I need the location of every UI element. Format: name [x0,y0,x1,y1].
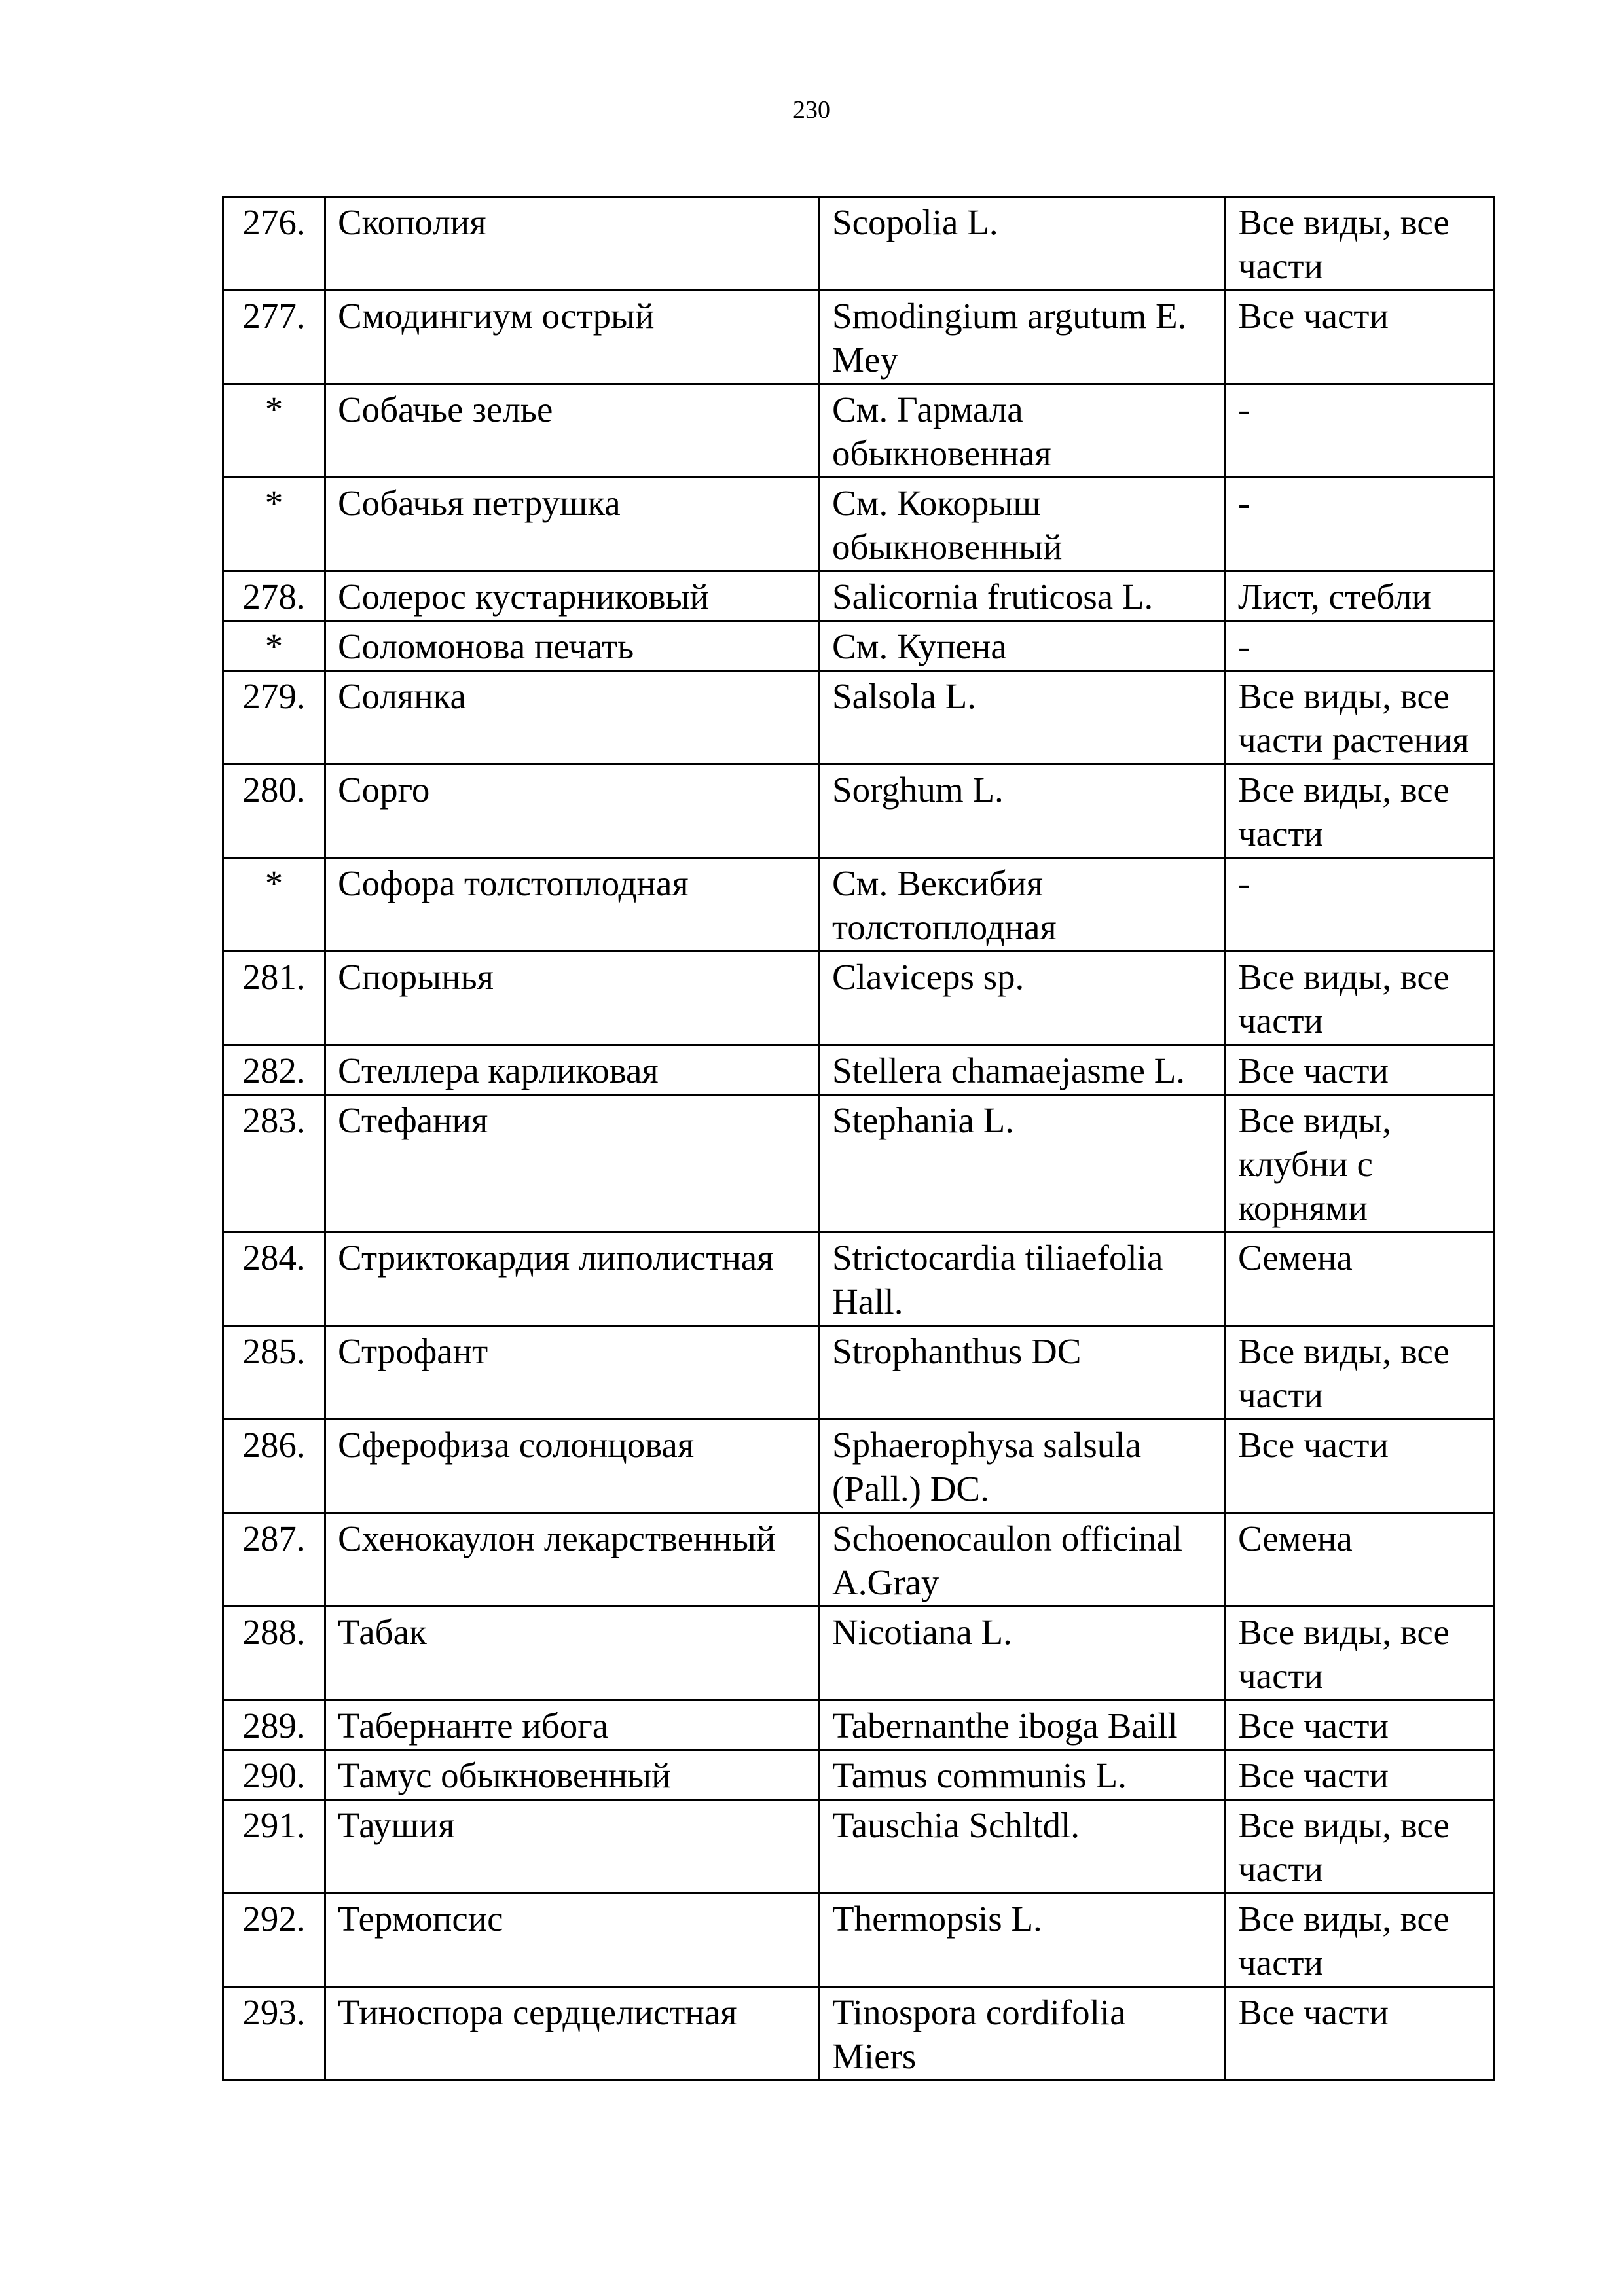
table-row [223,478,1494,571]
table-row [223,1987,1494,2081]
russian-name-cell: Собачья петрушка [325,478,820,571]
plant-table [222,196,1495,2081]
latin-name-cell: Sphaerophysa salsula (Pall.) DC. [820,1420,1226,1513]
latin-name-cell: Strictocardia tiliaefolia Hall. [820,1232,1226,1326]
row-number-cell: * [223,478,325,571]
table-row [223,1095,1494,1232]
plant-part-cell: - [1226,478,1494,571]
russian-name-cell: Стеллера карликовая [325,1045,820,1095]
russian-name-cell: Табак [325,1607,820,1700]
plant-part-cell: Все виды, все части [1226,1326,1494,1420]
plant-part-cell: Все части [1226,291,1494,384]
latin-name-cell: Tauschia Schltdl. [820,1800,1226,1893]
latin-name-cell: Scopolia L. [820,197,1226,291]
russian-name-cell: Тамус обыкновенный [325,1750,820,1800]
plant-part-cell: Все виды, все части [1226,764,1494,858]
row-number-cell: 287. [223,1513,325,1607]
row-number-cell: 281. [223,952,325,1045]
russian-name-cell: Стефания [325,1095,820,1232]
latin-name-cell: Stephania L. [820,1095,1226,1232]
plant-part-cell: - [1226,858,1494,952]
table-row [223,952,1494,1045]
row-number-cell: 288. [223,1607,325,1700]
latin-name-cell: Salicornia fruticosa L. [820,571,1226,621]
plant-part-cell: Все виды, все части растения [1226,671,1494,764]
plant-part-cell: Все виды, все части [1226,952,1494,1045]
row-number-cell: * [223,858,325,952]
row-number-cell: 278. [223,571,325,621]
latin-name-cell: Sorghum L. [820,764,1226,858]
russian-name-cell: Табернанте ибога [325,1700,820,1750]
table-row [223,1420,1494,1513]
table-row [223,1750,1494,1800]
row-number-cell: 283. [223,1095,325,1232]
russian-name-cell: Смодингиум острый [325,291,820,384]
plant-part-cell: Все виды, все части [1226,1607,1494,1700]
row-number-cell: 293. [223,1987,325,2081]
latin-name-cell: Salsola L. [820,671,1226,764]
plant-part-cell: Все виды, клубни с корнями [1226,1095,1494,1232]
latin-name-cell: См. Гармала обыкновенная [820,384,1226,478]
russian-name-cell: Тиноспора сердцелистная [325,1987,820,2081]
table-row [223,1326,1494,1420]
row-number-cell: 282. [223,1045,325,1095]
russian-name-cell: Таушия [325,1800,820,1893]
russian-name-cell: Соломонова печать [325,621,820,671]
row-number-cell: 276. [223,197,325,291]
plant-part-cell: Все виды, все части [1226,1800,1494,1893]
table-row [223,1800,1494,1893]
russian-name-cell: Стриктокардия липолистная [325,1232,820,1326]
plant-part-cell: Все части [1226,1750,1494,1800]
plant-part-cell: Семена [1226,1232,1494,1326]
russian-name-cell: Скополия [325,197,820,291]
table-row [223,1232,1494,1326]
latin-name-cell: Thermopsis L. [820,1893,1226,1987]
latin-name-cell: Tinospora cordifolia Miers [820,1987,1226,2081]
table-row [223,384,1494,478]
row-number-cell: 277. [223,291,325,384]
row-number-cell: 279. [223,671,325,764]
row-number-cell: * [223,384,325,478]
latin-name-cell: Claviceps sp. [820,952,1226,1045]
row-number-cell: * [223,621,325,671]
latin-name-cell: См. Кокорыш обыкновенный [820,478,1226,571]
table-row [223,571,1494,621]
row-number-cell: 285. [223,1326,325,1420]
plant-part-cell: Все части [1226,1987,1494,2081]
plant-table-body [223,197,1494,2081]
table-row [223,1893,1494,1987]
table-row [223,1607,1494,1700]
plant-part-cell: Все части [1226,1045,1494,1095]
plant-part-cell: - [1226,621,1494,671]
table-row [223,764,1494,858]
table-row [223,197,1494,291]
russian-name-cell: Спорынья [325,952,820,1045]
plant-part-cell: Все виды, все части [1226,197,1494,291]
row-number-cell: 290. [223,1750,325,1800]
russian-name-cell: Строфант [325,1326,820,1420]
russian-name-cell: Термопсис [325,1893,820,1987]
row-number-cell: 280. [223,764,325,858]
latin-name-cell: Stellera chamaejasme L. [820,1045,1226,1095]
russian-name-cell: Солерос кустарниковый [325,571,820,621]
row-number-cell: 292. [223,1893,325,1987]
latin-name-cell: Smodingium argutum E. Mey [820,291,1226,384]
latin-name-cell: См. Купена [820,621,1226,671]
row-number-cell: 284. [223,1232,325,1326]
plant-part-cell: Лист, стебли [1226,571,1494,621]
russian-name-cell: Софора толстоплодная [325,858,820,952]
page-number: 230 [793,96,830,124]
table-row [223,671,1494,764]
latin-name-cell: Schoenocaulon officinal A.Gray [820,1513,1226,1607]
plant-part-cell: Все части [1226,1420,1494,1513]
row-number-cell: 289. [223,1700,325,1750]
russian-name-cell: Схенокаулон лекарственный [325,1513,820,1607]
latin-name-cell: Tamus communis L. [820,1750,1226,1800]
russian-name-cell: Солянка [325,671,820,764]
table-row [223,858,1494,952]
plant-part-cell: Семена [1226,1513,1494,1607]
russian-name-cell: Собачье зелье [325,384,820,478]
latin-name-cell: Tabernanthe iboga Baill [820,1700,1226,1750]
latin-name-cell: Nicotiana L. [820,1607,1226,1700]
plant-part-cell: Все части [1226,1700,1494,1750]
latin-name-cell: См. Вексибия толстоплодная [820,858,1226,952]
table-row [223,291,1494,384]
russian-name-cell: Сферофиза солонцовая [325,1420,820,1513]
row-number-cell: 286. [223,1420,325,1513]
plant-part-cell: Все виды, все части [1226,1893,1494,1987]
table-row [223,1045,1494,1095]
row-number-cell: 291. [223,1800,325,1893]
table-row [223,1513,1494,1607]
latin-name-cell: Strophanthus DC [820,1326,1226,1420]
plant-part-cell: - [1226,384,1494,478]
russian-name-cell: Сорго [325,764,820,858]
table-row [223,621,1494,671]
table-row [223,1700,1494,1750]
